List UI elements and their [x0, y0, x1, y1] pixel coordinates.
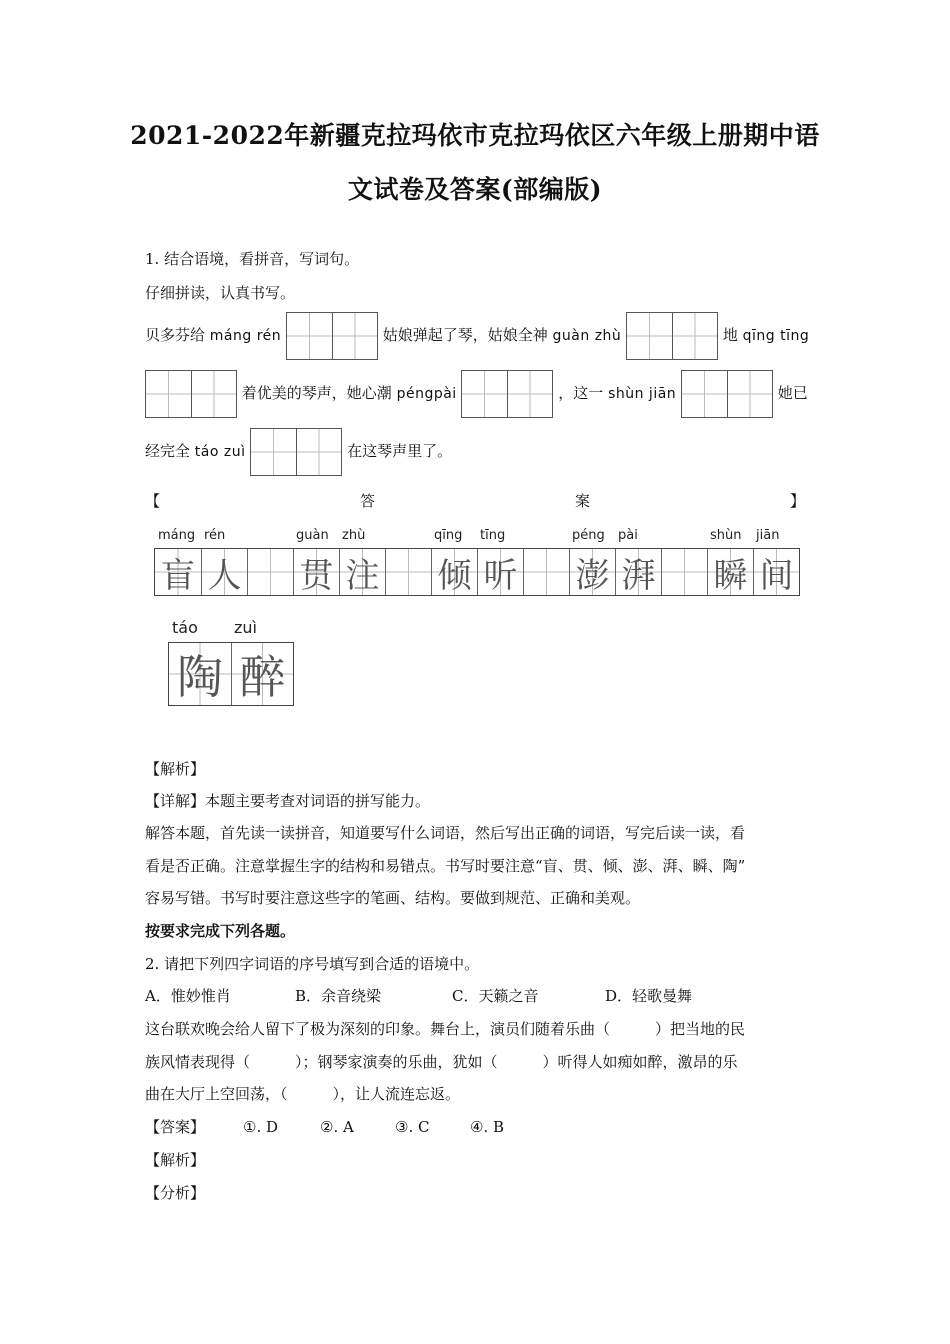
answer-pinyin-label: guàn	[296, 528, 329, 543]
q1-row2-text2: ，这一	[558, 384, 604, 402]
q1-row2-text3: 她已	[777, 384, 808, 402]
writing-box-2[interactable]	[626, 312, 718, 360]
answer-char-cell: 醉	[231, 643, 293, 705]
q1-explain-line3: 容易写错。书写时要注意这些字的笔画、结构。要做到规范、正确和美观。	[145, 889, 641, 907]
section-heading: 按要求完成下列各题。	[145, 922, 296, 940]
q2-stem: 2. 请把下列四字词语的序号填写到合适的语境中。	[145, 955, 480, 973]
q1-row2	[145, 370, 808, 418]
q2-paragraph-line3: 曲在大厅上空回荡，（ ），让人流连忘返。	[145, 1085, 461, 1103]
writing-box-6[interactable]	[250, 428, 342, 476]
pinyin-mang-ren: máng rén	[209, 328, 282, 344]
q2-answer-1: ①. D	[243, 1118, 279, 1136]
answer-empty-cell	[247, 549, 293, 595]
q2-answer	[145, 1116, 505, 1138]
answer-pinyin-label: shùn	[710, 528, 742, 543]
answer-empty-cell	[385, 549, 431, 595]
q1-row1	[145, 312, 809, 360]
q2-option-d: D．轻歌曼舞	[605, 987, 693, 1005]
writing-box-3[interactable]	[145, 370, 237, 418]
answer-pinyin-label: zuì	[234, 618, 257, 637]
q1-row3	[145, 428, 452, 476]
q1-row3-text1: 经完全	[145, 442, 191, 460]
answer-char-cell: 湃	[615, 549, 661, 595]
document-title-line2: 文试卷及答案(部编版)	[347, 175, 603, 204]
answer-grid-row1	[154, 548, 800, 596]
answer-char-cell: 人	[201, 549, 247, 595]
answer-label-char2: 案	[575, 492, 591, 510]
answer-empty-cell	[523, 549, 569, 595]
document-title-line1: 2021-2022年新疆克拉玛依市克拉玛依区六年级上册期中语	[130, 121, 820, 150]
answer-pinyin-label: táo	[172, 618, 198, 637]
q1-detail: 【详解】本题主要考查对词语的拼写能力。	[145, 792, 431, 810]
q1-instruction: 仔细拼读，认真书写。	[145, 284, 296, 302]
answer-pinyin-label: tīng	[480, 528, 506, 543]
pinyin-qing-ting: qīng tīng	[742, 328, 810, 344]
q2-analysis-label: 【解析】	[145, 1151, 206, 1169]
writing-box-1[interactable]	[286, 312, 378, 360]
answer-label-char1: 答	[360, 492, 376, 510]
q1-analysis-label: 【解析】	[145, 760, 206, 778]
q2-paragraph-line2: 族风情表现得（ ）；钢琴家演奏的乐曲，犹如（ ）听得人如痴如醉，激昂的乐	[145, 1053, 738, 1071]
answer-pinyin-label: rén	[204, 528, 226, 543]
answer-pinyin-label: zhù	[342, 528, 366, 543]
answer-pinyin-label: jiān	[756, 528, 780, 543]
q1-stem: 1. 结合语境，看拼音，写词句。	[145, 250, 360, 268]
q1-row3-text2: 在这琴声里了。	[347, 442, 453, 460]
q2-fenxi-label: 【分析】	[145, 1184, 206, 1202]
pinyin-peng-pai: péngpài	[396, 386, 457, 402]
q1-row1-text2: 姑娘弹起了琴，姑娘全神	[382, 326, 548, 344]
answer-bracket-left: 【	[145, 492, 161, 510]
answer-char-cell: 陶	[169, 643, 231, 705]
q1-row1-text3: 地	[722, 326, 738, 344]
q1-explain-line2: 看是否正确。注意掌握生字的结构和易错点。书写时要注意“盲、贯、倾、澎、湃、瞬、陶”	[145, 857, 746, 875]
answer-char-cell: 注	[339, 549, 385, 595]
q2-answer-label: 【答案】	[145, 1118, 206, 1136]
writing-box-4[interactable]	[461, 370, 553, 418]
q2-answer-2: ②. A	[320, 1118, 354, 1136]
answer-pinyin-label: pài	[618, 528, 638, 543]
pinyin-tao-zui: táo zuì	[194, 444, 246, 460]
answer-char-cell: 间	[753, 549, 799, 595]
q1-row1-text1: 贝多芬给	[145, 326, 206, 344]
q2-answer-3: ③. C	[395, 1118, 430, 1136]
q2-option-b: B．余音绕梁	[295, 987, 382, 1005]
q2-option-c: C．天籁之音	[452, 987, 539, 1005]
answer-char-cell: 听	[477, 549, 523, 595]
q1-explain-line1: 解答本题，首先读一读拼音，知道要写什么词语，然后写出正确的词语，写完后读一读，看	[145, 824, 746, 842]
answer-char-cell: 贯	[293, 549, 339, 595]
answer-bracket-right: 】	[790, 492, 806, 510]
answer-char-cell: 瞬	[707, 549, 753, 595]
q2-answer-4: ④. B	[470, 1118, 505, 1136]
q1-row2-text1: 着优美的琴声，她心潮	[241, 384, 392, 402]
q2-option-a: A．惟妙惟肖	[145, 987, 231, 1005]
pinyin-shun-jian: shùn jiān	[608, 386, 677, 402]
answer-char-cell: 盲	[155, 549, 201, 595]
answer-char-cell: 澎	[569, 549, 615, 595]
answer-pinyin-label: máng	[158, 528, 196, 543]
q2-paragraph-line1: 这台联欢晚会给人留下了极为深刻的印象。舞台上，演员们随着乐曲（ ）把当地的民	[145, 1020, 746, 1038]
answer-char-cell: 倾	[431, 549, 477, 595]
answer-pinyin-label: péng	[572, 528, 605, 543]
answer-grid-row2	[168, 642, 294, 706]
answer-pinyin-label: qīng	[434, 528, 463, 543]
pinyin-guan-zhu: guàn zhù	[552, 328, 622, 344]
writing-box-5[interactable]	[681, 370, 773, 418]
answer-empty-cell	[661, 549, 707, 595]
